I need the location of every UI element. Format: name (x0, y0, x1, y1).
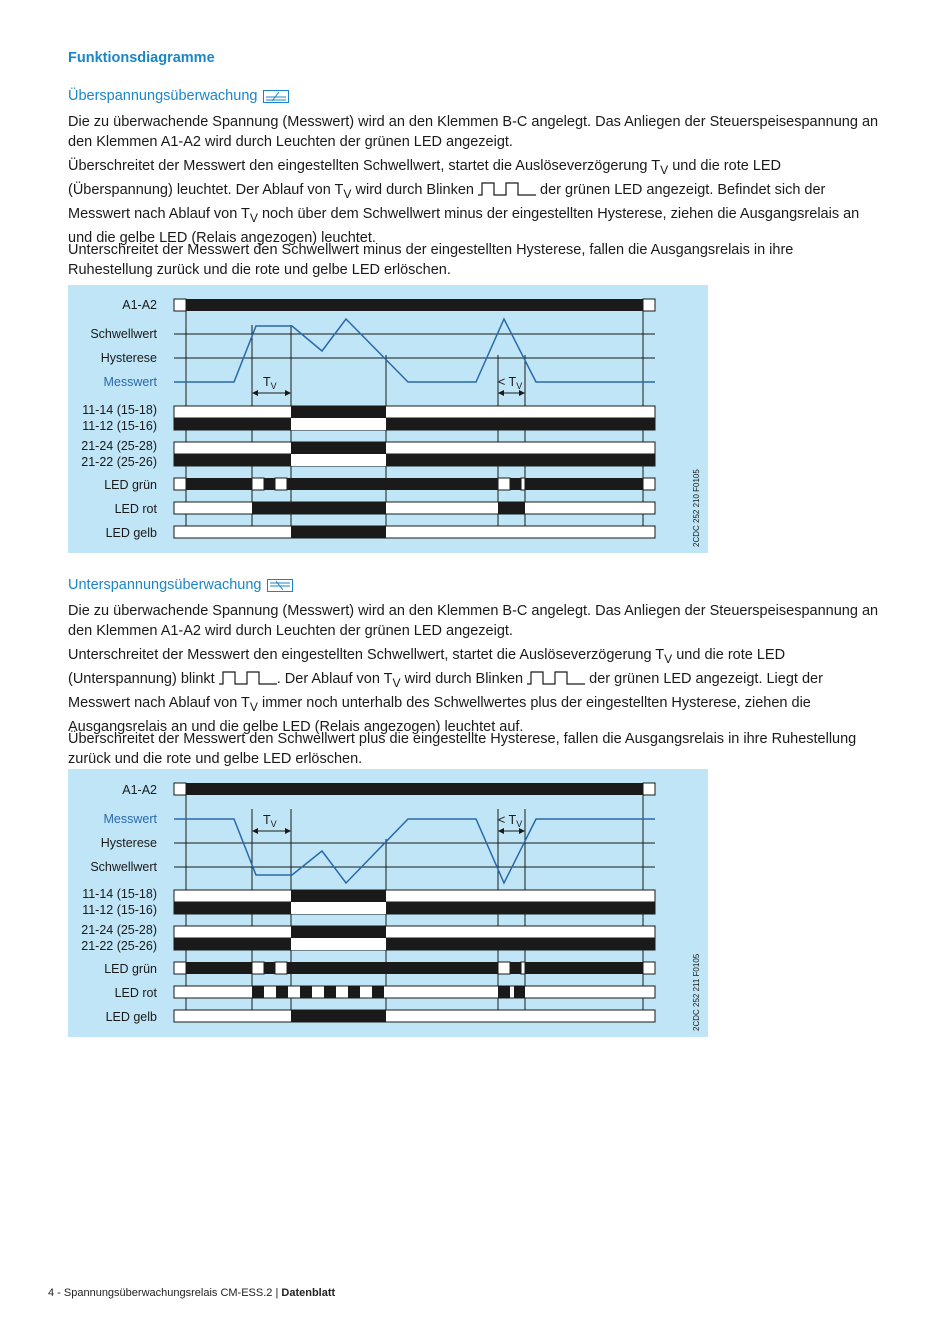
label-schwellwert: Schwellwert (90, 327, 157, 341)
blink-pulse-icon (527, 671, 585, 685)
page-heading: Funktionsdiagramme (68, 50, 215, 66)
label-schwellwert: Schwellwert (90, 860, 157, 874)
label-11-14: 11-14 (15-18) (82, 403, 157, 417)
svg-text:< TV: < $T_V$ (498, 813, 523, 829)
function-diagram-overvoltage (68, 285, 708, 553)
section-title-text: Überspannungsüberwachung (68, 88, 258, 104)
label-11-12: 11-12 (15-16) (82, 903, 157, 917)
svg-text:< TV: < $T_V$ (498, 375, 523, 391)
paragraph: Überschreitet der Messwert den eingestellten Schwellwert, startet die Auslöseverzögerung $T_V$ und die rote LED (Überspannung) leuchtet. Der Ablauf von $T_V$ wird durch Blinken der grünen LED angezeigt. Befindet sich der Messwert nach Ablauf von $T_V$ noch über dem Schwellwert minus der eingestellten Hysterese, ziehen die Ausgangsrelais an und die gelbe LED (Relais angezogen) leuchtet. (68, 158, 860, 246)
label-messwert: Messwert (103, 812, 157, 826)
label-a1a2: A1-A2 (122, 298, 157, 312)
overvoltage-symbol-icon (263, 90, 289, 103)
section-title-overvoltage (68, 88, 289, 104)
label-21-22: 21-22 (25-26) (81, 455, 157, 469)
drawing-code: 2CDC 252 210 F0105 (692, 469, 701, 547)
label-led-gruen: LED grün (104, 478, 157, 492)
label-hysterese: Hysterese (100, 351, 157, 365)
section-title-text: Unterspannungsüberwachung (68, 577, 262, 593)
label-hysterese: Hysterese (100, 836, 157, 850)
svg-text:TV: $T_V$ (263, 375, 277, 391)
label-messwert: Messwert (103, 375, 157, 389)
label-led-gelb: LED gelb (105, 1010, 157, 1024)
label-a1a2: A1-A2 (122, 783, 157, 797)
function-diagram-undervoltage (68, 769, 708, 1037)
label-led-rot: LED rot (114, 502, 157, 516)
blink-pulse-icon (478, 182, 536, 196)
paragraph: Überschreitet der Messwert den Schwellwert plus die eingestellte Hysterese, fallen die Ausgangsrelais in ihre Ruhestellung zurück und die rote und gelbe LED erlöschen. (68, 731, 857, 767)
svg-text:TV: $T_V$ (263, 813, 277, 829)
section-title-undervoltage (68, 577, 293, 593)
label-21-24: 21-24 (25-28) (81, 923, 157, 937)
paragraph: Die zu überwachende Spannung (Messwert) wird an den Klemmen B-C angelegt. Das Anliegen der Steuerspeisespannung an den Klemmen A1-A2 wird durch Leuchten der grünen LED angezeigt. (68, 114, 879, 150)
paragraph: Unterschreitet der Messwert den Schwellwert minus der eingestellten Hysterese, fallen die Ausgangsrelais in ihre Ruhestellung zurück und die rote und gelbe LED erlöschen. (68, 242, 794, 278)
label-11-14: 11-14 (15-18) (82, 887, 157, 901)
paragraph: Die zu überwachende Spannung (Messwert) wird an den Klemmen B-C angelegt. Das Anliegen der Steuerspeisespannung an den Klemmen A1-A2 wird durch Leuchten der grünen LED angezeigt. (68, 603, 879, 639)
label-21-22: 21-22 (25-26) (81, 939, 157, 953)
page-footer: 4 - Spannungsüberwachungsrelais CM-ESS.2 | Datenblatt (48, 1287, 336, 1299)
drawing-code: 2CDC 252 211 F0105 (692, 953, 701, 1031)
paragraph: Unterschreitet der Messwert den eingestellten Schwellwert, startet die Auslöseverzögerung $T_V$ und die rote LED (Unterspannung) blinkt . Der Ablauf von $T_V$ wird durch Blinken der grünen LED angezeigt. Liegt der Messwert nach Ablauf von $T_V$ immer noch unterhalb des Schwellwertes plus der eingestellten Hysterese, ziehen die Ausgangsrelais an und die gelbe LED (Relais angezogen) leuchtet auf. (68, 647, 823, 735)
label-21-24: 21-24 (25-28) (81, 439, 157, 453)
label-11-12: 11-12 (15-16) (82, 419, 157, 433)
undervoltage-symbol-icon (267, 579, 293, 592)
label-led-gelb: LED gelb (105, 526, 157, 540)
label-led-gruen: LED grün (104, 962, 157, 976)
blink-pulse-icon (219, 671, 277, 685)
label-led-rot: LED rot (114, 986, 157, 1000)
